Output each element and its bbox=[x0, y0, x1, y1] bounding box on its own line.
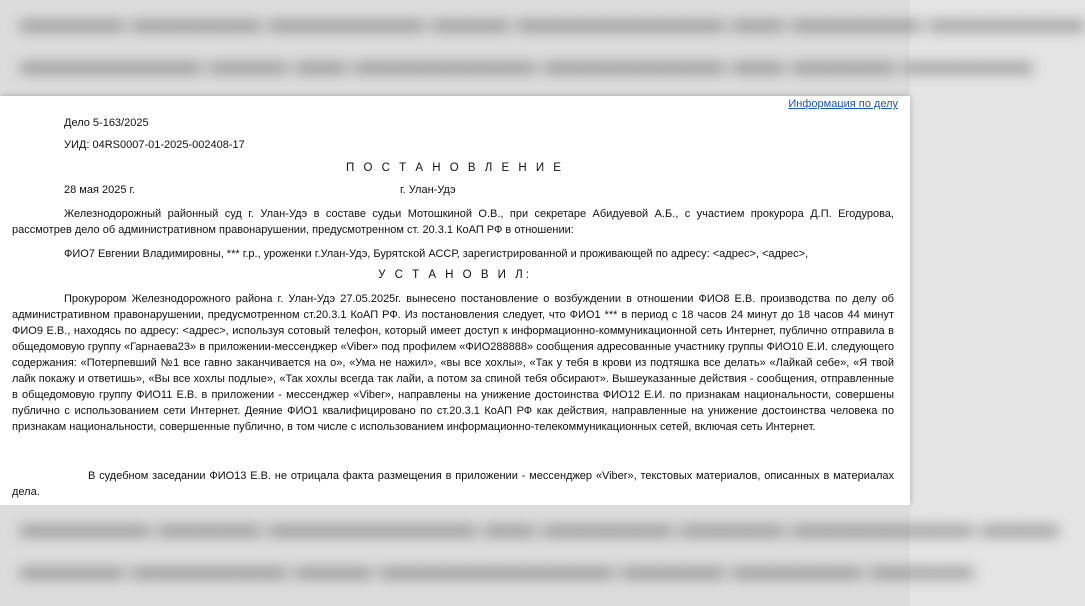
paragraph-court-composition: Железнодорожный районный суд г. Улан-Удэ в составе судьи Мотошкиной О.В., при секретаре Абидуевой А.Б., с участием прокурора Д.П. Егодурова, рассмотрев дело об административном правонарушении, предусмотренном ст. 20.3.1 КоАП РФ в отношении: bbox=[12, 208, 894, 236]
case-uid: УИД: 04RS0007-01-2025-002408-17 bbox=[64, 139, 245, 151]
case-info-link[interactable]: Информация по делу bbox=[788, 98, 898, 110]
paragraph-facts: Прокурором Железнодорожного района г. Улан-Удэ 27.05.2025г. вынесено постановление о возбуждении в отношении ФИО8 Е.В. производства по делу об административном правонарушении, предусмотренном ст.20.3.1 КоАП РФ. Из постановления следует, что ФИО1 *** в период с 18 часов 24 минут до 18 часов 44 минут ФИО9 Е.В., находясь по адресу: <адрес>, используя сотовый телефон, который имеет доступ к информационно-коммуникационной сеть Интернет, публично отправила в общедомовую группу «Гарнаева23» в приложении-мессенджер «Viber» под профилем «ФИО288888» сообщения адресованные участнику группы ФИО10 Е.И. следующего содержания: «Потерпевший №1 все гавно заканчивается на о», «Ума не нажил», «вы все хохлы», «Так у тебя в крови из подтяшка все делать» «Лайкай себе», «Я твой лайк покажу и ответишь», «Вы все хохлы подлые», «Так хохлы всегда так лайи, а потом за спиной тебя обсирают». Вышеуказанные действия - сообщения, отправленные в общедомовую группу ФИО11 Е.В. в приложении - мессенджер «Viber», направлены на унижение достоинства ФИО12 Е.И. по признакам национальности, совершены публично с использованием сети Интернет. Деяние ФИО1 квалифицировано по ст.20.3.1 КоАП РФ как действия, направленные на унижение достоинства человека по признакам национальности, совершенные публично, в том числе с использованием информационно-телекоммуникационных сетей, включая сеть Интернет. bbox=[12, 293, 894, 433]
paragraph-hearing: В судебном заседании ФИО13 Е.В. не отрицала факта размещения в приложении - мессенджер «Viber», текстовых материалов, описанных в материалах дела. bbox=[12, 470, 894, 498]
blurred-text: ▬▬▬▬ ▬▬▬▬▬ ▬▬▬▬▬▬ ▬▬▬ ▬▬▬▬▬▬▬▬ ▬▬ ▬▬▬▬▬ ▬▬▬▬▬▬ bbox=[20, 6, 1085, 36]
paragraph-defendant: ФИО7 Евгении Владимировны, *** г.р., уроженки г.Улан-Удэ, Бурятской АССР, зарегистрированной и проживающей по адресу: <адрес>, <адрес>, bbox=[64, 248, 809, 260]
case-number: Дело 5-163/2025 bbox=[64, 117, 149, 129]
document-city: г. Улан-Удэ bbox=[400, 184, 456, 196]
court-document bbox=[0, 96, 910, 505]
blurred-text: ▬▬▬▬▬▬▬ ▬▬▬ ▬▬ ▬▬▬▬▬▬▬ ▬▬▬▬▬▬▬ ▬▬ ▬▬▬▬ ▬▬▬▬▬ bbox=[20, 48, 1033, 78]
document-date: 28 мая 2025 г. bbox=[64, 184, 136, 196]
blurred-background-bottom bbox=[0, 505, 1059, 606]
blurred-text: ▬▬▬▬▬ ▬▬▬▬ ▬▬▬▬▬▬▬▬ ▬▬ ▬▬▬▬▬ ▬▬▬▬ ▬▬▬▬▬▬▬ ▬▬▬ bbox=[20, 511, 1059, 541]
blurred-background-top bbox=[0, 0, 1085, 96]
section-heading-established: У С Т А Н О В И Л: bbox=[378, 269, 532, 281]
blurred-text: ▬▬▬▬ ▬▬▬▬▬▬ ▬▬▬ ▬▬▬▬▬▬▬▬▬ ▬▬▬▬ ▬▬▬▬▬ ▬▬▬▬ bbox=[20, 553, 974, 583]
document-title: П О С Т А Н О В Л Е Н И Е bbox=[346, 162, 564, 174]
